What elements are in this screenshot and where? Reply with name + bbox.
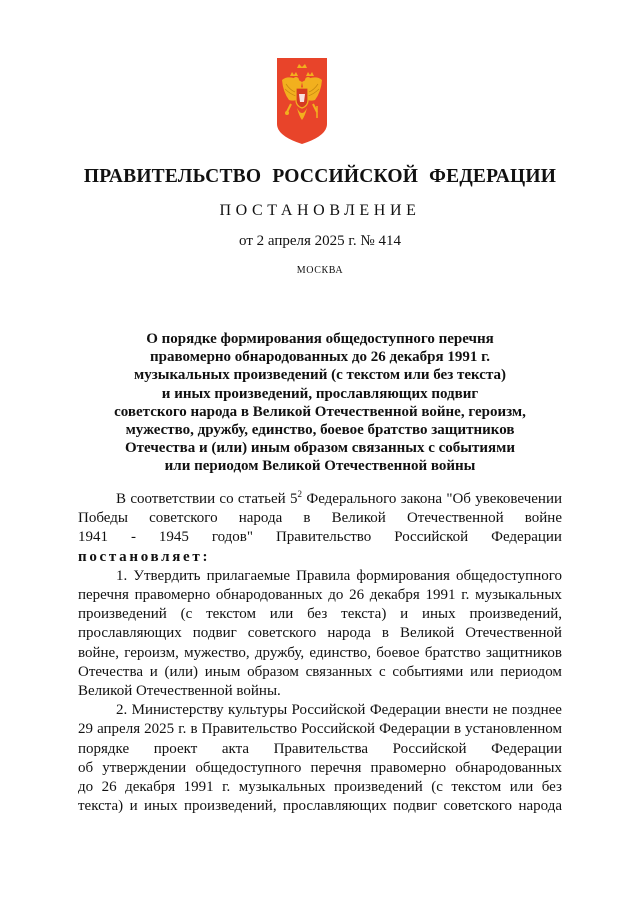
word: проект [153, 740, 198, 757]
item2-line [78, 740, 562, 759]
item2-line [78, 797, 562, 816]
title-line: советского народа в Великой Отечественной войне, героизм, [114, 403, 526, 420]
document-body [78, 490, 562, 816]
word: позднее [511, 702, 562, 719]
intro-line [78, 509, 562, 528]
word: иным [204, 663, 241, 680]
word: произведений, [469, 606, 562, 623]
word: общедоступного [195, 759, 302, 776]
word: связанных [305, 663, 373, 680]
word: текста) [341, 606, 387, 623]
word: произведений [334, 779, 423, 796]
word: музыкальных [475, 587, 562, 604]
item1-line [78, 605, 562, 624]
word: перечня [310, 759, 362, 776]
word: Отечественной [406, 510, 504, 527]
word: декабря [369, 587, 420, 604]
item1-line: Великой Отечественной войны. [78, 683, 281, 700]
word: обнародованных [455, 759, 562, 776]
item1-line [78, 644, 562, 663]
word: (или) [164, 663, 199, 680]
word: культуры [228, 702, 288, 719]
word: народа [327, 625, 371, 642]
word: правомерно [370, 759, 447, 776]
word: не [492, 702, 508, 719]
word: дружбу, [254, 644, 305, 661]
word: войне, [78, 644, 119, 661]
word: утверждении [102, 759, 187, 776]
word: Отечества [78, 663, 144, 680]
word: акта [221, 740, 249, 757]
word: об [78, 759, 94, 776]
intro-line [78, 490, 562, 509]
item1-line [78, 567, 562, 586]
word: обнародованных [215, 587, 323, 604]
word: Великой [331, 510, 386, 527]
word: Великой [400, 625, 455, 642]
word: народа [518, 798, 562, 815]
word: героизм, [124, 644, 179, 661]
word: прославляющих [78, 625, 182, 642]
word: без [541, 779, 562, 796]
word: произведений, [184, 798, 277, 815]
word: защитников [486, 644, 562, 661]
word: текстом [451, 779, 502, 796]
word: мужество, [184, 644, 250, 661]
word: годов" [211, 529, 253, 546]
word: внести [445, 702, 489, 719]
word: прославляющих [282, 798, 387, 815]
item2-line [78, 759, 562, 778]
word: прилагаемые [206, 567, 290, 584]
word: 1. [116, 567, 128, 584]
item2-line [78, 701, 562, 720]
word: подвиг [393, 798, 438, 815]
government-name: ПРАВИТЕЛЬСТВО РОССИЙСКОЙ ФЕДЕРАЦИИ [83, 166, 557, 187]
word: советского [443, 798, 513, 815]
word: Федерации [379, 721, 450, 738]
word: народа [238, 510, 283, 527]
item2-line [78, 720, 562, 739]
word: 26 [349, 587, 365, 604]
title-line: правомерно обнародованных до 26 декабря 1991 г. [150, 349, 490, 366]
word: 2025 [144, 721, 175, 738]
word: боевое [376, 644, 420, 661]
title-line: или периодом Великой Отечественной войны [164, 458, 476, 475]
title-line: и иных произведений, прославляющих подвиг [161, 385, 479, 402]
intro-line [78, 528, 562, 547]
word: произведений [78, 606, 167, 623]
document-date-number: от 2 апреля 2025 г. № 414 [239, 233, 401, 249]
word: и [149, 663, 158, 680]
word: советского [247, 625, 317, 642]
word: Правительство [275, 529, 372, 546]
word: с [379, 663, 386, 680]
document-kind: ПОСТАНОВЛЕНИЕ [219, 202, 421, 219]
item1-line [78, 663, 562, 682]
word: перечня [78, 587, 129, 604]
word: правомерно [134, 587, 211, 604]
word: Правительство [201, 721, 297, 738]
title-line: музыкальных произведений (с текстом или без текста) [134, 367, 506, 384]
word: иных [421, 606, 456, 623]
word: до [78, 779, 94, 796]
word: в [190, 721, 198, 738]
document-city: МОСКВА [296, 265, 344, 276]
word: текста) [78, 798, 124, 815]
decree-word: постановляет: [78, 548, 211, 565]
item1-line [78, 586, 562, 605]
word: иных [144, 798, 178, 815]
word: в [381, 625, 389, 642]
word: 1941 [78, 529, 108, 546]
word: Федерации [491, 529, 562, 546]
word: Российской [301, 721, 375, 738]
word: (с [431, 779, 443, 796]
word: 2. [116, 702, 128, 719]
word: г. [222, 779, 231, 796]
word: 26 [101, 779, 117, 796]
word: г. [461, 587, 470, 604]
article-superscript: 2 [297, 489, 303, 499]
word: Российской [392, 740, 467, 757]
word: - [130, 529, 136, 546]
word: Министерству [131, 702, 224, 719]
word: и [129, 798, 138, 815]
word: без [307, 606, 328, 623]
word: текстом [206, 606, 256, 623]
word: подвиг [192, 625, 237, 642]
word: декабря [125, 779, 176, 796]
word: апреля [97, 721, 141, 738]
word: г. [178, 721, 187, 738]
word: (с [180, 606, 193, 623]
word: периодом [500, 663, 562, 680]
title-line: мужество, дружбу, единство, боевое братство защитников [125, 422, 515, 439]
word: Правительства [273, 740, 368, 757]
word: или [509, 779, 534, 796]
word: единство, [309, 644, 371, 661]
word: Российской [394, 529, 469, 546]
intro-text: В соответствии со статьей 5 [116, 491, 298, 507]
word: образом [247, 663, 299, 680]
word: Отечественной [465, 625, 562, 642]
title-line: О порядке формирования общедоступного перечня [146, 331, 494, 347]
item1-line [78, 624, 562, 643]
word: Федерации [369, 702, 441, 719]
word: формирования [356, 567, 450, 584]
word: порядке [78, 740, 130, 757]
word: музыкальных [238, 779, 326, 796]
word: советского [149, 510, 218, 527]
word: или [470, 663, 494, 680]
word: 1991 [183, 779, 214, 796]
word: в [303, 510, 311, 527]
word: общедоступного [456, 567, 562, 584]
word: или [269, 606, 294, 623]
word: до [328, 587, 344, 604]
word: Федерации [491, 740, 562, 757]
word: 29 [78, 721, 93, 738]
coat-of-arms-emblem [275, 56, 329, 146]
word: событиями [392, 663, 464, 680]
word: Правила [296, 567, 351, 584]
word: войне [524, 510, 562, 527]
word: и [400, 606, 409, 623]
word: установленном [465, 721, 562, 738]
word: 1991 [425, 587, 456, 604]
word: Российской [291, 702, 366, 719]
item2-line [78, 778, 562, 797]
word: братство [424, 644, 481, 661]
word: Победы [78, 510, 128, 527]
intro-text: Федерального закона "Об увековечении [302, 491, 562, 507]
word: Утвердить [133, 567, 201, 584]
title-line: Отечества и (или) иным образом связанных с событиями [125, 440, 515, 457]
word: 1945 [158, 529, 189, 546]
word: в [453, 721, 462, 738]
document-title [78, 330, 562, 476]
